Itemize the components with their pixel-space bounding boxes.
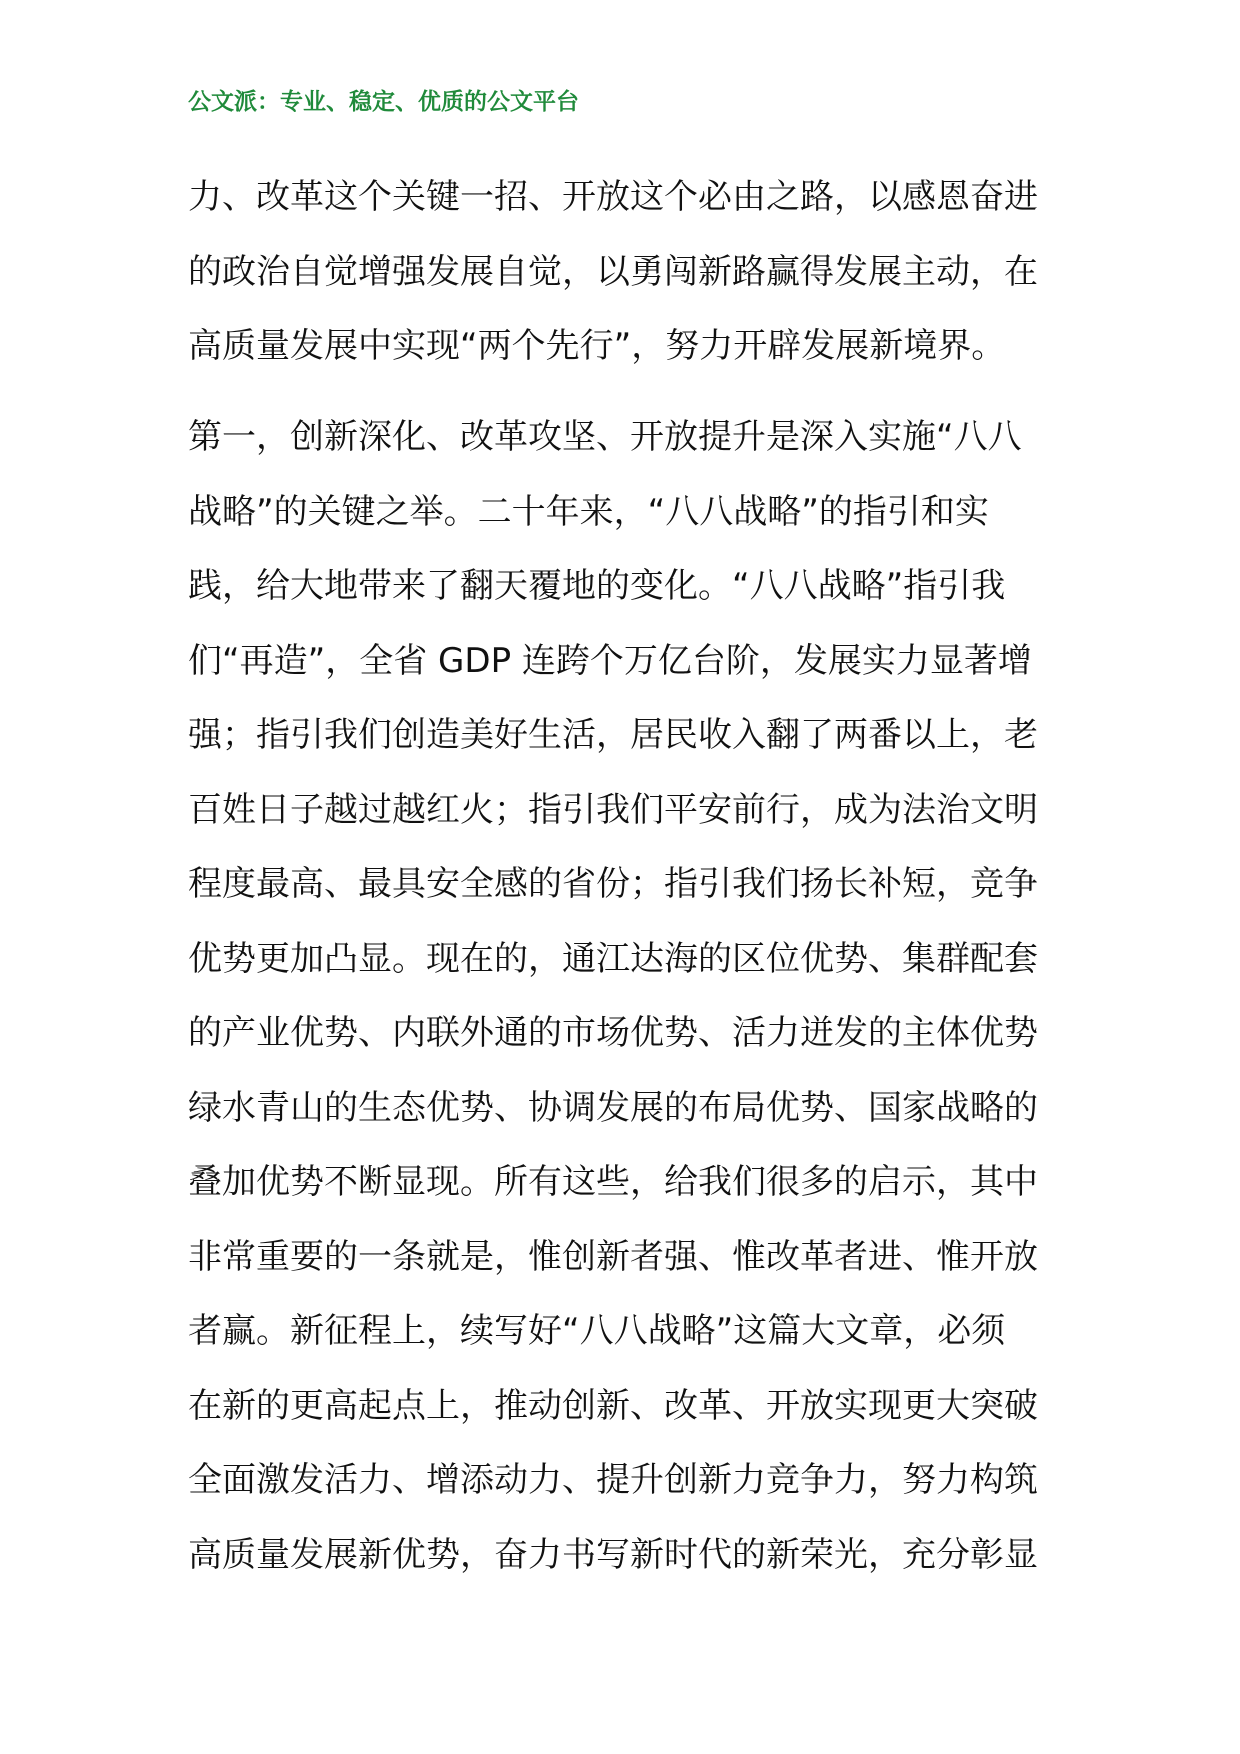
text-line: 高质量发展中实现“两个先行”，努力开辟发展新境界。 xyxy=(188,326,1006,366)
text-line: 在新的更高起点上，推动创新、改革、开放实现更大突破 xyxy=(188,1385,1038,1426)
text-line: 的产业优势、内联外通的市场优势、活力迸发的主体优势 xyxy=(188,1013,1038,1053)
text-line: 者赢。新征程上，续写好“八八战略”这篇大文章，必须 xyxy=(188,1311,1006,1351)
text-line: 的政治自觉增强发展自觉，以勇闯新路赢得发展主动，在 xyxy=(188,251,1038,292)
text-line: 全面激发活力、增添动力、提升创新力竞争力，努力构筑 xyxy=(188,1460,1038,1500)
text-line: 力、改革这个关键一招、开放这个必由之路，以感恩奋进 xyxy=(188,177,1038,217)
paragraph xyxy=(188,400,1058,1592)
text-line: 践，给大地带来了翻天覆地的变化。“八八战略”指引我 xyxy=(188,566,1006,606)
text-line: 绿水青山的生态优势、协调发展的布局优势、国家战略的 xyxy=(188,1087,1038,1128)
text-line: 战略”的关键之举。二十年来，“八八战略”的指引和实 xyxy=(188,491,989,532)
text-line: 非常重要的一条就是，惟创新者强、惟改革者进、惟开放 xyxy=(188,1236,1038,1277)
page-header: 公文派：专业、稳定、优质的公文平台 xyxy=(188,88,579,115)
text-line: 强；指引我们创造美好生活，居民收入翻了两番以上，老 xyxy=(188,715,1038,755)
text-line: 第一，创新深化、改革攻坚、开放提升是深入实施“八八 xyxy=(188,417,1022,457)
text-line: 叠加优势不断显现。所有这些，给我们很多的启示，其中 xyxy=(188,1162,1038,1202)
text-line: 优势更加凸显。现在的，通江达海的区位优势、集群配套 xyxy=(188,938,1038,979)
text-line: 们“再造”，全省 GDP 连跨个万亿台阶，发展实力显著增 xyxy=(188,640,1032,681)
text-line: 程度最高、最具安全感的省份；指引我们扬长补短，竞争 xyxy=(188,864,1038,904)
paragraph xyxy=(188,160,1058,384)
text-line: 百姓日子越过越红火；指引我们平安前行，成为法治文明 xyxy=(188,789,1038,830)
text-line: 高质量发展新优势，奋力书写新时代的新荣光，充分彰显 xyxy=(188,1534,1038,1575)
